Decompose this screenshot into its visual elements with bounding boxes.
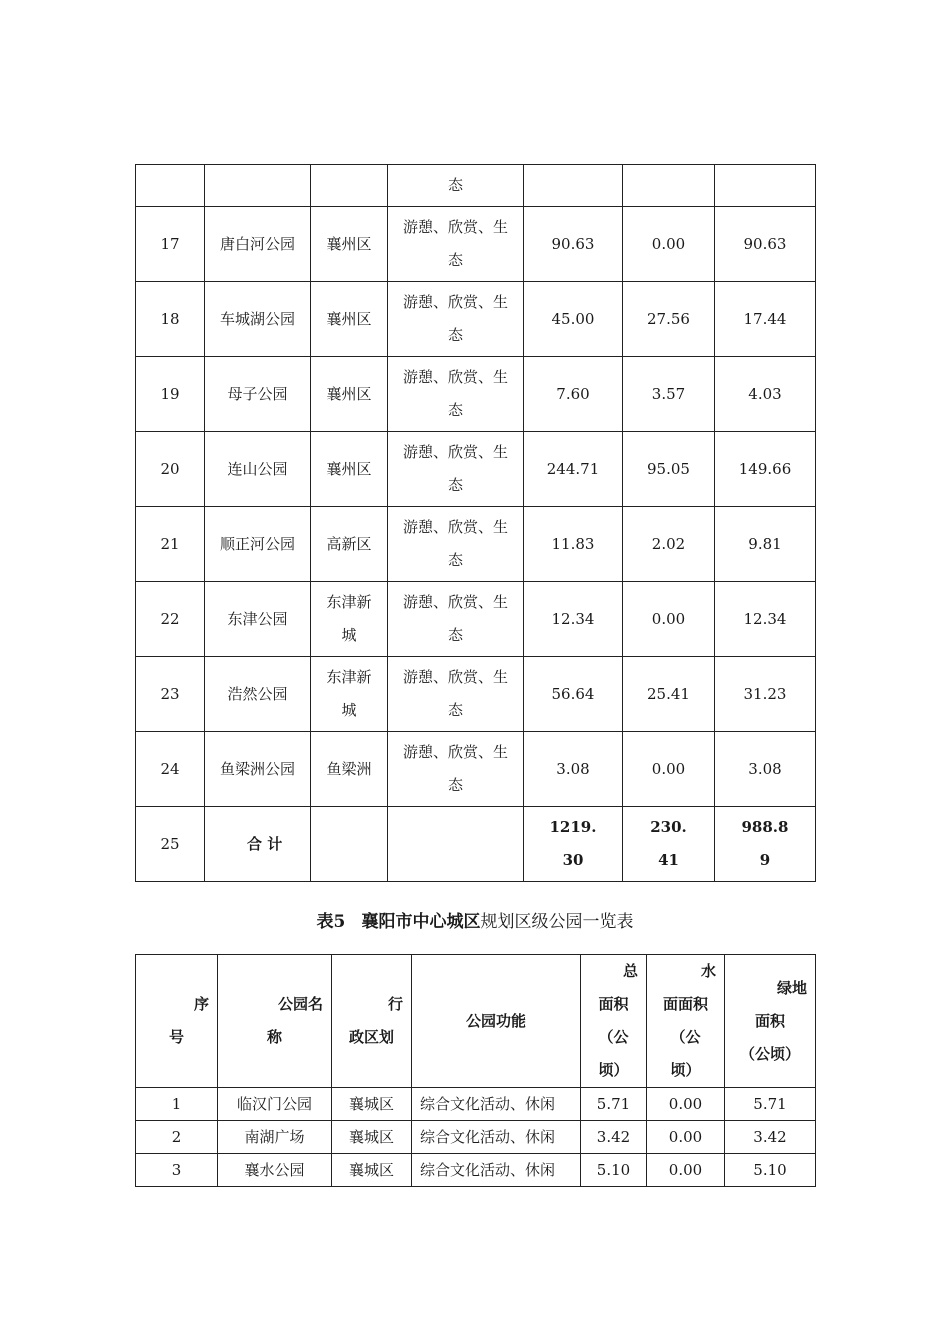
- cell-park-name: 顺正河公园: [205, 507, 311, 582]
- cell-function: [388, 732, 524, 807]
- cell-water-area: 0.00: [623, 207, 715, 282]
- cell-district: 襄城区: [332, 1154, 412, 1187]
- cell-green-area: 5.71: [725, 1088, 816, 1121]
- cell-district: [311, 732, 388, 807]
- cell-no: 23: [136, 657, 205, 732]
- cell-district: [311, 357, 388, 432]
- cell-empty: [715, 165, 816, 207]
- total-area-line1: 1219.: [549, 818, 597, 836]
- cell-park-name: 唐白河公园: [205, 207, 311, 282]
- cell-water-area: 0.00: [623, 732, 715, 807]
- cell-water-area: 0.00: [647, 1121, 725, 1154]
- total-water: [623, 807, 715, 882]
- cell-water-area: 0.00: [647, 1154, 725, 1187]
- cell-water-area: 27.56: [623, 282, 715, 357]
- cell-district: [311, 432, 388, 507]
- cell-green-area: 90.63: [715, 207, 816, 282]
- cell-function-line1: 游憩、欣赏、生: [402, 518, 508, 536]
- total-green-line2: 9: [759, 851, 771, 869]
- caption-bold: 襄阳市中心城区: [361, 912, 481, 932]
- cell-district: [311, 207, 388, 282]
- cell-total-area: 5.71: [581, 1088, 647, 1121]
- cell-total-area: 90.63: [524, 207, 623, 282]
- total-label: 合 计: [205, 807, 311, 882]
- cell-function-line2: 态: [447, 776, 463, 794]
- total-area-line2: 30: [562, 851, 584, 869]
- cell-green-area: 4.03: [715, 357, 816, 432]
- cell-function: 综合文化活动、休闲: [412, 1154, 581, 1187]
- cell-water-area: 0.00: [623, 582, 715, 657]
- cell-function: [388, 357, 524, 432]
- cell-function: [388, 282, 524, 357]
- cell-water-area: 95.05: [623, 432, 715, 507]
- table-row: [136, 357, 816, 432]
- cell-park-name: 南湖广场: [218, 1121, 332, 1154]
- cell-district-line1: 襄州区: [326, 459, 372, 478]
- cell-empty: [311, 807, 388, 882]
- header-green-line3: （公顷）: [739, 1044, 800, 1063]
- cell-function-line2: 态: [447, 476, 463, 494]
- header-no: [136, 955, 218, 1088]
- table-row: [136, 1154, 816, 1187]
- header-green-line1: 绿地: [776, 978, 807, 997]
- total-row: [136, 807, 816, 882]
- cell-function-line1: 游憩、欣赏、生: [402, 218, 508, 236]
- cell-park-name: 母子公园: [205, 357, 311, 432]
- cell-total-area: 56.64: [524, 657, 623, 732]
- table-row: [136, 165, 816, 207]
- cell-function: 态: [388, 165, 524, 207]
- cell-water-area: 2.02: [623, 507, 715, 582]
- cell-function: [388, 432, 524, 507]
- cell-district: 襄城区: [332, 1121, 412, 1154]
- cell-district-line1: 襄州区: [326, 309, 372, 328]
- table-row: [136, 207, 816, 282]
- cell-park-name: 鱼梁洲公园: [205, 732, 311, 807]
- table-row: [136, 657, 816, 732]
- header-total: [581, 955, 647, 1088]
- cell-function-line2: 态: [447, 326, 463, 344]
- table-row: [136, 582, 816, 657]
- cell-function-line1: 游憩、欣赏、生: [402, 368, 508, 386]
- header-water-line3: （公: [670, 1028, 701, 1046]
- cell-function: [388, 582, 524, 657]
- cell-function-line1: 游憩、欣赏、生: [402, 743, 508, 761]
- cell-park-name: 襄水公园: [218, 1154, 332, 1187]
- header-total-line1: 总: [622, 962, 638, 980]
- cell-function-line2: 态: [447, 701, 463, 719]
- total-area: [524, 807, 623, 882]
- total-green-line1: 988.8: [741, 818, 789, 836]
- cell-water-area: 25.41: [623, 657, 715, 732]
- cell-district: [311, 507, 388, 582]
- cell-district-line1: 东津新: [326, 593, 372, 611]
- cell-district-line2: 城: [341, 626, 357, 644]
- cell-total-area: 45.00: [524, 282, 623, 357]
- cell-function-line2: 态: [447, 251, 463, 269]
- cell-water-area: 3.57: [623, 357, 715, 432]
- cell-empty: [311, 165, 388, 207]
- cell-district-line1: 东津新: [326, 668, 372, 686]
- cell-no: 1: [136, 1088, 218, 1121]
- cell-green-area: 9.81: [715, 507, 816, 582]
- cell-no: 21: [136, 507, 205, 582]
- cell-green-area: 17.44: [715, 282, 816, 357]
- cell-no: 25: [136, 807, 205, 882]
- cell-no: 24: [136, 732, 205, 807]
- cell-district-line1: 高新区: [326, 534, 372, 553]
- cell-green-area: 5.10: [725, 1154, 816, 1187]
- header-water-line1: 水: [700, 962, 716, 980]
- header-function: 公园功能: [412, 955, 581, 1088]
- header-name-line1: 公园名: [277, 995, 323, 1013]
- cell-function-line1: 游憩、欣赏、生: [402, 443, 508, 461]
- cell-district: [311, 657, 388, 732]
- table-caption: [0, 908, 950, 936]
- table-row: [136, 507, 816, 582]
- park-table-continued: [135, 164, 816, 882]
- cell-function-line2: 态: [447, 551, 463, 569]
- cell-district-line1: 襄州区: [326, 234, 372, 253]
- cell-district-line1: 鱼梁洲: [326, 759, 372, 778]
- header-no-line1: 序: [193, 995, 209, 1013]
- cell-function: [388, 657, 524, 732]
- cell-district-line2: 城: [341, 701, 357, 719]
- cell-park-name: 连山公园: [205, 432, 311, 507]
- header-row: [136, 955, 816, 1088]
- cell-green-area: 31.23: [715, 657, 816, 732]
- cell-park-name: 车城湖公园: [205, 282, 311, 357]
- header-water-line2: 面面积: [662, 995, 708, 1013]
- cell-empty: [623, 165, 715, 207]
- caption-rest: 规划区级公园一览表: [480, 912, 634, 932]
- cell-green-area: 3.08: [715, 732, 816, 807]
- header-total-line2: 面积: [598, 995, 629, 1013]
- total-water-line1: 230.: [650, 818, 687, 836]
- table-row: [136, 282, 816, 357]
- cell-total-area: 7.60: [524, 357, 623, 432]
- table-row: [136, 432, 816, 507]
- cell-empty: [205, 165, 311, 207]
- cell-function-line1: 游憩、欣赏、生: [402, 293, 508, 311]
- cell-district: 襄城区: [332, 1088, 412, 1121]
- cell-total-area: 244.71: [524, 432, 623, 507]
- header-total-line3: （公: [598, 1028, 629, 1046]
- cell-empty: [136, 165, 205, 207]
- cell-park-name: 临汉门公园: [218, 1088, 332, 1121]
- cell-no: 17: [136, 207, 205, 282]
- cell-function-line2: 态: [447, 626, 463, 644]
- cell-function-line1: 游憩、欣赏、生: [402, 593, 508, 611]
- header-district: [332, 955, 412, 1088]
- cell-total-area: 11.83: [524, 507, 623, 582]
- cell-no: 2: [136, 1121, 218, 1154]
- header-no-line2: 号: [168, 1028, 184, 1046]
- cell-green-area: 149.66: [715, 432, 816, 507]
- cell-park-name: 东津公园: [205, 582, 311, 657]
- header-name-line2: 称: [266, 1028, 282, 1046]
- cell-function-line2: 态: [447, 401, 463, 419]
- table-row: [136, 1088, 816, 1121]
- cell-total-area: 5.10: [581, 1154, 647, 1187]
- cell-empty: [524, 165, 623, 207]
- cell-function: [388, 207, 524, 282]
- header-district-line1: 行: [387, 995, 403, 1013]
- header-district-line2: 政区划: [348, 1028, 394, 1046]
- header-water: [647, 955, 725, 1088]
- header-green-line2: 面积: [754, 1011, 785, 1030]
- cell-district-line1: 襄州区: [326, 384, 372, 403]
- header-water-line4: 顷）: [670, 1061, 701, 1079]
- cell-no: 3: [136, 1154, 218, 1187]
- table-row: [136, 1121, 816, 1154]
- total-water-line2: 41: [658, 851, 679, 869]
- cell-function: [388, 507, 524, 582]
- cell-green-area: 3.42: [725, 1121, 816, 1154]
- cell-district: [311, 282, 388, 357]
- cell-total-area: 12.34: [524, 582, 623, 657]
- cell-no: 19: [136, 357, 205, 432]
- cell-function: 综合文化活动、休闲: [412, 1121, 581, 1154]
- cell-empty: [388, 807, 524, 882]
- cell-no: 22: [136, 582, 205, 657]
- cell-function-line1: 游憩、欣赏、生: [402, 668, 508, 686]
- park-table-5: [135, 954, 816, 1187]
- cell-no: 20: [136, 432, 205, 507]
- table-row: [136, 732, 816, 807]
- cell-park-name: 浩然公园: [205, 657, 311, 732]
- cell-total-area: 3.42: [581, 1121, 647, 1154]
- cell-water-area: 0.00: [647, 1088, 725, 1121]
- caption-number: 表5: [316, 912, 346, 932]
- cell-green-area: 12.34: [715, 582, 816, 657]
- cell-no: 18: [136, 282, 205, 357]
- header-green: [725, 955, 816, 1088]
- cell-district: [311, 582, 388, 657]
- header-name: [218, 955, 332, 1088]
- cell-total-area: 3.08: [524, 732, 623, 807]
- header-total-line4: 顷）: [598, 1061, 629, 1079]
- total-green: [715, 807, 816, 882]
- cell-function: 综合文化活动、休闲: [412, 1088, 581, 1121]
